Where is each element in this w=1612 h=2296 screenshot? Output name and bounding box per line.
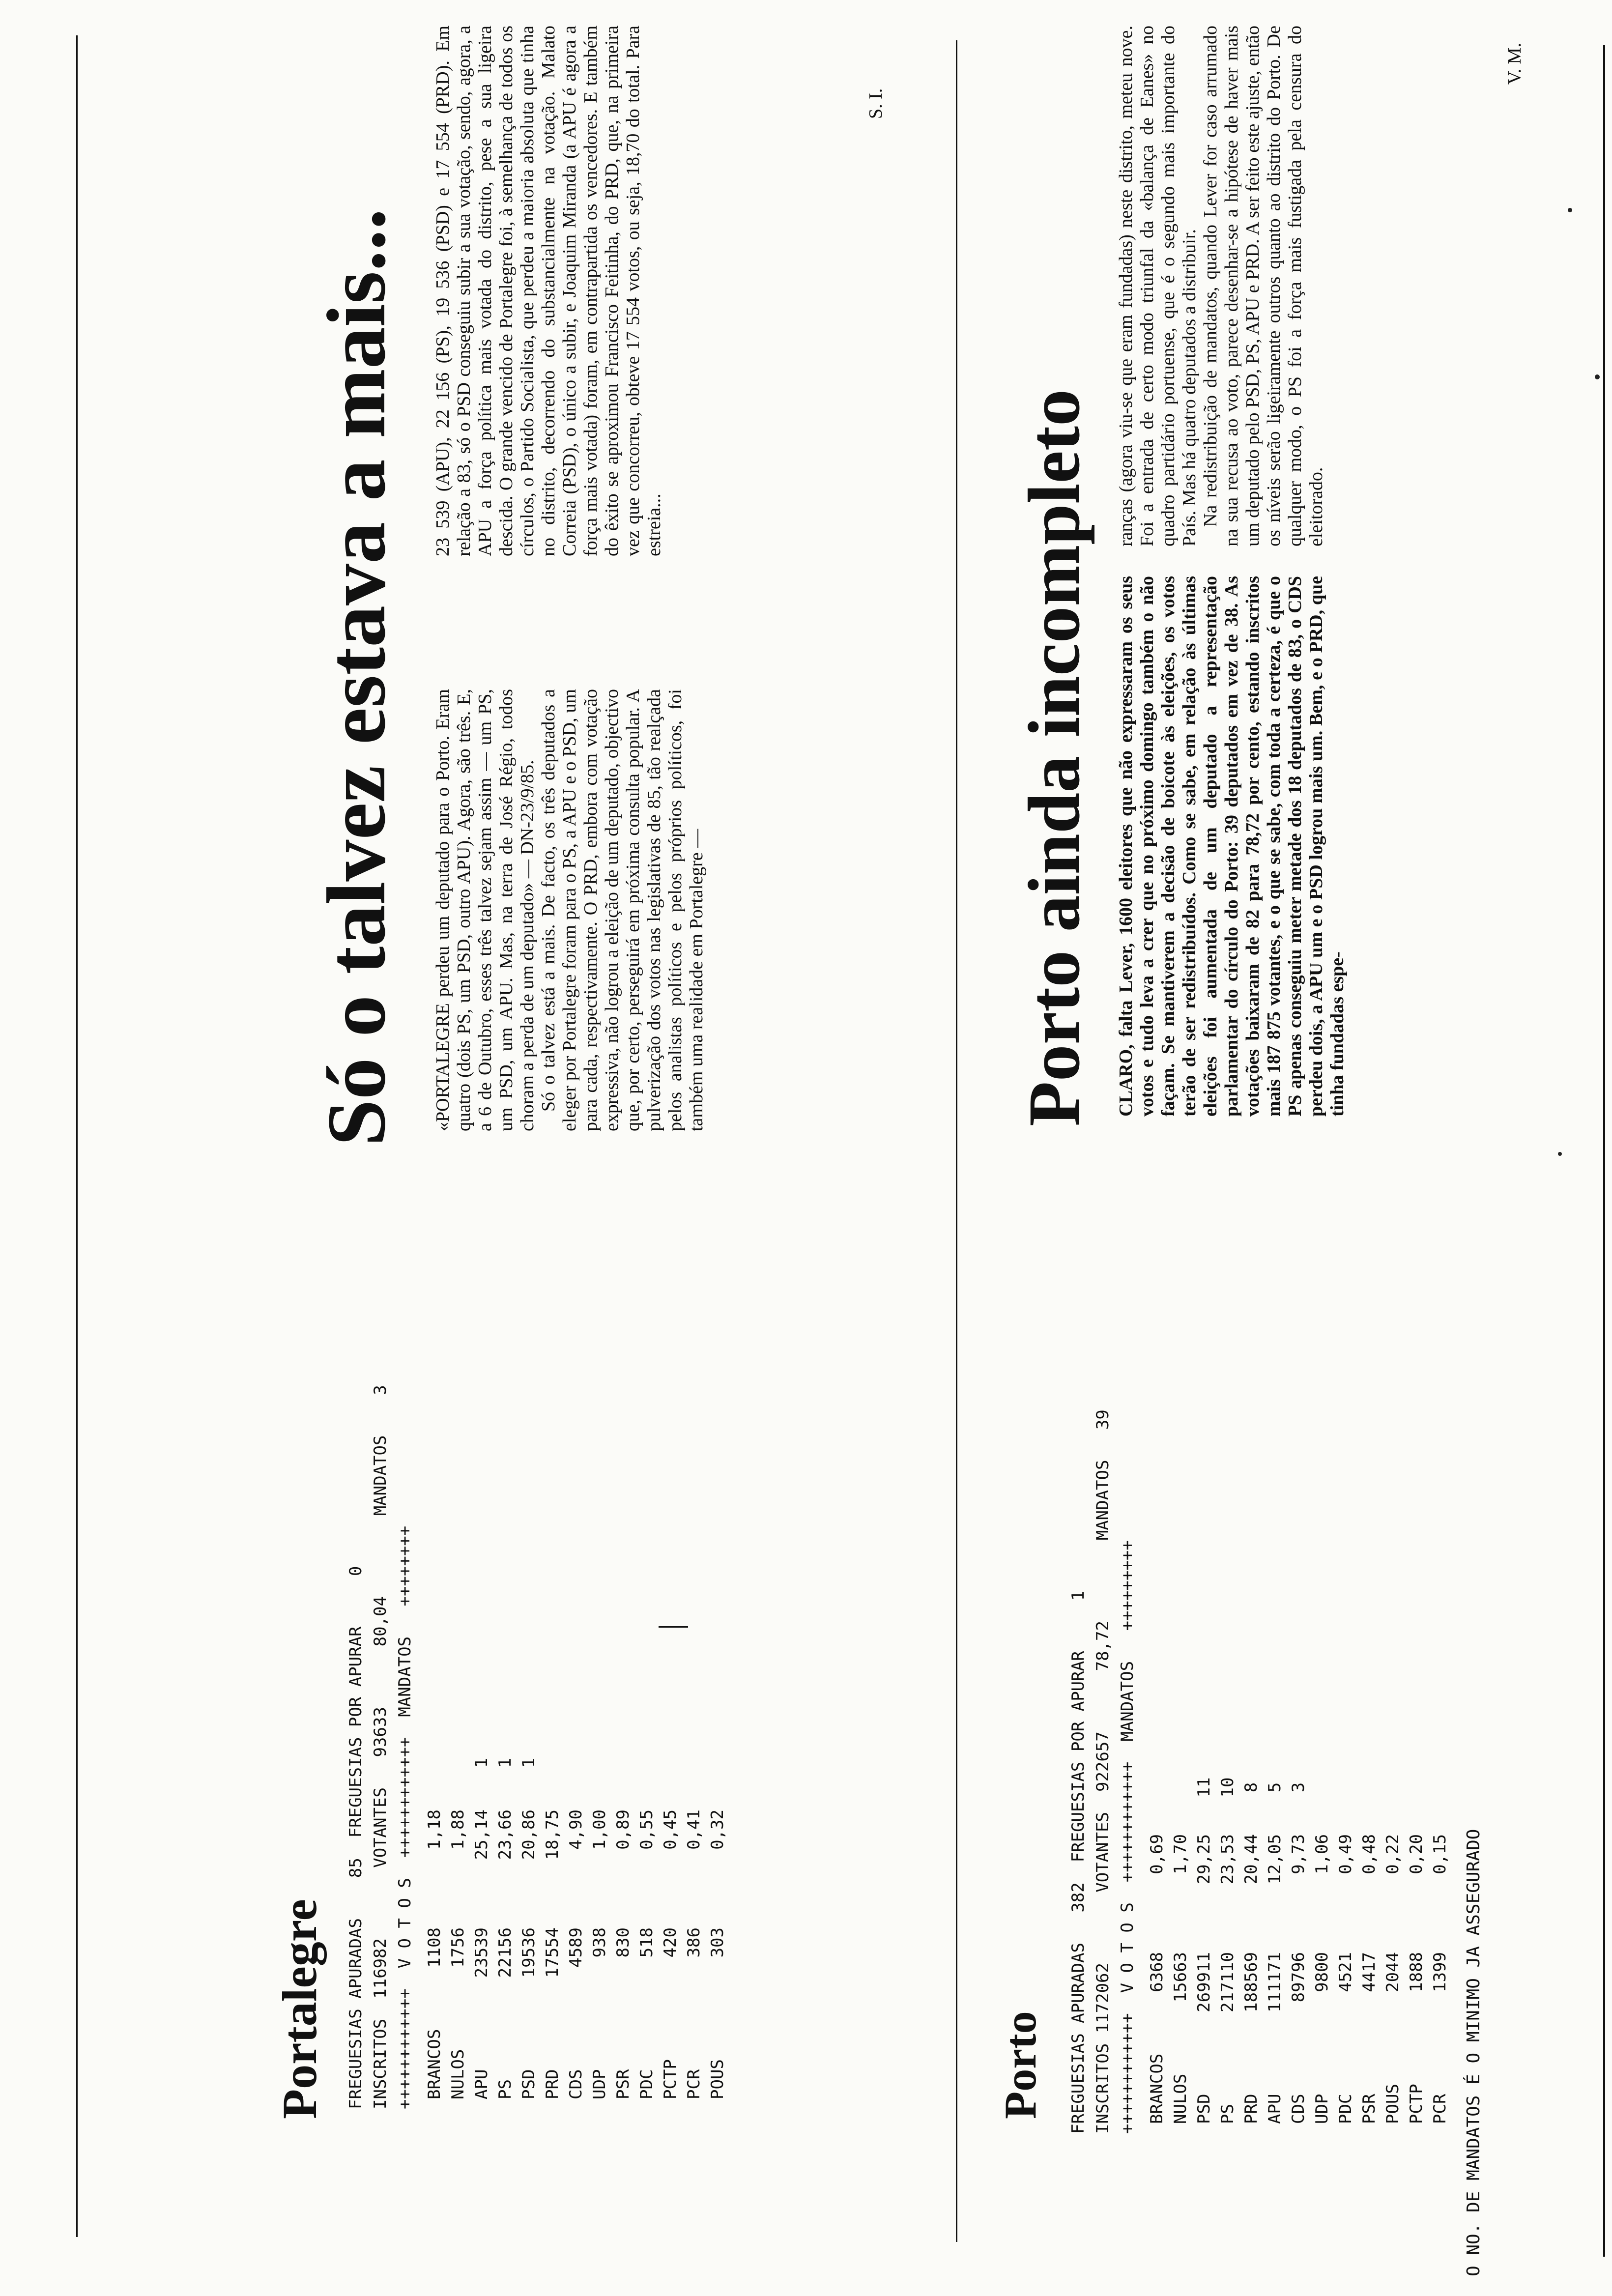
party-cell: PCR xyxy=(684,2069,704,2099)
table-row xyxy=(1192,1741,1216,2144)
table-row xyxy=(1287,1741,1310,2144)
votes-cell: 217110 xyxy=(1218,1952,1238,2012)
percent-cell: 0,49 xyxy=(1336,1834,1355,1874)
votes-cell: 303 xyxy=(708,1927,727,1958)
seats-cell: 11 xyxy=(1194,1777,1214,1798)
table-row xyxy=(682,1716,706,2119)
party-cell: PSD xyxy=(519,2069,539,2099)
seats-cell: 3 xyxy=(1289,1782,1308,1793)
votes-cell: 1756 xyxy=(448,1927,468,1968)
portalegre-header-line1: FREGUESIAS APURADAS 85 FREGUESIAS POR APURAR 0 xyxy=(346,1566,366,2109)
party-cell: PS xyxy=(495,2079,515,2099)
votes-cell: 23539 xyxy=(472,1927,491,1978)
seats-cell xyxy=(1334,1741,1357,1834)
votes-cell: 1888 xyxy=(1407,1952,1426,1992)
votes-cell: 938 xyxy=(590,1927,609,1958)
votes-cell: 2044 xyxy=(1383,1952,1403,1992)
votes-cell: 4589 xyxy=(566,1927,586,1968)
seats-cell xyxy=(423,1716,446,1809)
seats-cell xyxy=(1428,1741,1452,1834)
seats-cell xyxy=(564,1716,588,1809)
table-row xyxy=(1169,1741,1192,2144)
seats-cell xyxy=(1405,1741,1428,1834)
table-row xyxy=(423,1716,446,2119)
percent-cell: 18,75 xyxy=(543,1809,562,1860)
votes-cell: 15663 xyxy=(1171,1952,1190,2003)
party-cell: PDC xyxy=(637,2069,657,2099)
table-row xyxy=(517,1716,541,2119)
portalegre-dash xyxy=(659,1626,688,1628)
rule-bottom xyxy=(1603,45,1605,2257)
seats-cell: 1 xyxy=(472,1757,491,1768)
percent-cell: 20,44 xyxy=(1241,1834,1261,1885)
table-row xyxy=(1145,1741,1169,2144)
seats-cell xyxy=(588,1716,611,1809)
seats-cell: 5 xyxy=(1265,1782,1285,1793)
table-row xyxy=(564,1716,588,2119)
article1-column2 xyxy=(432,26,665,556)
table-row xyxy=(611,1716,635,2119)
seats-cell xyxy=(706,1716,729,1809)
porto-header-line1: FREGUESIAS APURADAS 382 FREGUESIAS POR APURAR 1 xyxy=(1068,1590,1088,2134)
rule-top xyxy=(76,35,78,2237)
table-row xyxy=(493,1716,517,2119)
seats-cell: 10 xyxy=(1218,1777,1238,1798)
party-cell: NULOS xyxy=(1171,2073,1190,2124)
votes-cell: 6368 xyxy=(1147,1952,1167,1992)
seats-cell xyxy=(659,1716,682,1809)
article-paragraph: «PORTALEGRE perdeu um deputado para o Porto. Eram quatro (dois PS, um PSD, outro APU). Agora, são três. E, a 6 de Outubro, esses três talvez sejam assim — um PS, um PSD, um APU. Mas, na terra de José Régio, todos choram a perda de um deputado» — DN-23/9/85. xyxy=(432,689,538,1131)
article2-column1 xyxy=(1116,576,1348,1117)
portalegre-title: Portalegre xyxy=(272,1899,327,2119)
percent-cell: 23,66 xyxy=(495,1809,515,1860)
party-cell: PDC xyxy=(1336,2094,1355,2124)
article2-column2 xyxy=(1116,26,1327,546)
seats-cell: 1 xyxy=(495,1757,515,1768)
party-cell: PRD xyxy=(543,2069,562,2099)
seats-cell: 8 xyxy=(1241,1782,1261,1793)
article1-headline: Só o talvez estava a mais... xyxy=(310,208,403,1146)
party-cell: CDS xyxy=(1289,2094,1308,2124)
votes-cell: 19536 xyxy=(519,1927,539,1978)
votes-cell: 111171 xyxy=(1265,1952,1285,2012)
percent-cell: 12,05 xyxy=(1265,1834,1285,1885)
percent-cell: 25,14 xyxy=(472,1809,491,1860)
party-cell: POUS xyxy=(1383,2084,1403,2124)
seats-cell xyxy=(446,1716,470,1809)
percent-cell: 0,69 xyxy=(1147,1834,1167,1874)
party-cell: PS xyxy=(1218,2104,1238,2124)
table-row xyxy=(1357,1741,1381,2144)
party-cell: UDP xyxy=(590,2069,609,2099)
scan-speck xyxy=(1568,208,1572,212)
votes-cell: 17554 xyxy=(543,1927,562,1978)
table-row xyxy=(635,1716,659,2119)
table-row xyxy=(588,1716,611,2119)
party-cell: BRANCOS xyxy=(1147,2053,1167,2124)
votes-cell: 22156 xyxy=(495,1927,515,1978)
table-row xyxy=(706,1716,729,2119)
party-cell: APU xyxy=(1265,2094,1285,2124)
table-row xyxy=(1239,1741,1263,2144)
table-row xyxy=(1405,1741,1428,2144)
porto-header-line2: INSCRITOS 1172062 VOTANTES 922657 78,72 MANDATOS 39 xyxy=(1093,1409,1113,2134)
votes-cell: 269911 xyxy=(1194,1952,1214,2012)
votes-cell: 89796 xyxy=(1289,1952,1308,2003)
percent-cell: 0,89 xyxy=(613,1809,633,1850)
votes-cell: 518 xyxy=(637,1927,657,1958)
percent-cell: 23,53 xyxy=(1218,1834,1238,1885)
seats-cell xyxy=(541,1716,564,1809)
votes-cell: 4417 xyxy=(1359,1952,1379,1992)
percent-cell: 1,06 xyxy=(1312,1834,1332,1874)
party-cell: PCTP xyxy=(1407,2084,1426,2124)
party-cell: PCTP xyxy=(661,2059,680,2099)
percent-cell: 0,15 xyxy=(1430,1834,1450,1874)
table-row xyxy=(1216,1741,1239,2144)
seats-cell xyxy=(1357,1741,1381,1834)
seats-cell xyxy=(1310,1741,1334,1834)
party-cell: CDS xyxy=(566,2069,586,2099)
party-cell: PSR xyxy=(1359,2094,1379,2124)
votes-cell: 386 xyxy=(684,1927,704,1958)
article-paragraph: ranças (agora viu-se que eram fundadas) neste distrito, meteu nove. Foi a entrada de certo modo triunfal da «balança de Eanes» no quadro partidário portuense, que é o segundo mais importante do País. Mas há quatro deputados a distribuir. xyxy=(1116,26,1200,546)
table-row xyxy=(1310,1741,1334,2144)
percent-cell: 1,00 xyxy=(590,1809,609,1850)
percent-cell: 9,73 xyxy=(1289,1834,1308,1874)
article-paragraph: Só o talvez está a mais. De facto, os três deputados a eleger por Portalegre foram para o PS, a APU e o PSD, um para cada, respectivamente. O PRD, embora com votação expressiva, não logrou a eleição de um deputado, objectivo que, por certo, perseguirá em próxima consulta popular. A pulverização dos votos nas legislativas de 85, tão realçada pelos analistas políticos e pelos próprios políticos, foi também uma realidade em Portalegre — xyxy=(538,689,707,1131)
percent-cell: 1,88 xyxy=(448,1809,468,1850)
table-row xyxy=(541,1716,564,2119)
party-cell: PCR xyxy=(1430,2094,1450,2124)
article1-column1 xyxy=(432,689,707,1131)
scan-speck xyxy=(1595,374,1600,379)
porto-header-line3: ++++++++++++ V O T O S ++++++++++++ MANDATOS +++++++++ xyxy=(1118,1540,1137,2134)
party-cell: PSR xyxy=(613,2069,633,2099)
porto-results-table xyxy=(1145,1741,1452,2144)
table-row xyxy=(659,1716,682,2119)
seats-cell xyxy=(682,1716,706,1809)
percent-cell: 0,48 xyxy=(1359,1834,1379,1874)
portalegre-header-line2: INSCRITOS 116982 VOTANTES 93633 80,04 MANDATOS 3 xyxy=(371,1385,390,2109)
percent-cell: 0,32 xyxy=(708,1809,727,1850)
table-row xyxy=(1334,1741,1357,2144)
percent-cell: 1,70 xyxy=(1171,1834,1190,1874)
seats-cell xyxy=(1169,1741,1192,1834)
table-row xyxy=(1428,1741,1452,2144)
porto-rule xyxy=(956,40,957,2242)
percent-cell: 0,20 xyxy=(1407,1834,1426,1874)
table-row xyxy=(1263,1741,1287,2144)
percent-cell: 1,18 xyxy=(425,1809,444,1850)
party-cell: PRD xyxy=(1241,2094,1261,2124)
percent-cell: 0,55 xyxy=(637,1809,657,1850)
table-row xyxy=(470,1716,493,2119)
table-row xyxy=(1381,1741,1405,2144)
portalegre-results-table xyxy=(423,1716,729,2119)
porto-title: Porto xyxy=(995,2011,1045,2119)
article-paragraph: 23 539 (APU), 22 156 (PS), 19 536 (PSD) e 17 554 (PRD). Em relação a 83, só o PSD conseguiu subir a sua votação, sendo, agora, a APU a força política mais votada do distrito, pese a sua ligeira descida. O grande vencido de Portalegre foi, à semelhança de todos os círculos, o Partido Socialista, que perdeu a maioria absoluta que tinha no distrito, decorrendo do substancialmente na votação. Malato Correia (PSD), o único a subir, e Joaquim Miranda (a APU é agora a força mais votada) foram, em contrapartida os vencedores. E também do êxito se aproximou Francisco Feitinha, do PRD, que, na primeira vez que concorreu, obteve 17 554 votos, ou seja, 18,70 do total. Para estreia... xyxy=(432,26,664,556)
percent-cell: 20,86 xyxy=(519,1809,539,1860)
party-cell: NULOS xyxy=(448,2049,468,2099)
seats-cell xyxy=(1381,1741,1405,1834)
porto-footer-note: O NO. DE MANDATOS É O MINIMO JA ASSEGURADO xyxy=(1464,1829,1484,2276)
seats-cell xyxy=(635,1716,659,1809)
votes-cell: 4521 xyxy=(1336,1952,1355,1992)
party-cell: UDP xyxy=(1312,2094,1332,2124)
article-paragraph: CLARO, falta Lever, 1600 eleitores que não expressaram os seus votos e tudo leva a crer que no próximo domingo também o não façam. Se mantiverem a decisão de boicote às eleições, os votos terão de ser redistribuídos. Como se sabe, em relação às últimas eleições foi aumentada de um deputado a representação parlamentar do círculo do Porto: 39 deputados em vez de 38. As votações baixaram de 82 para 78,72 por cento, estando inscritos mais 187 875 votantes, e o que se sabe, com toda a certeza, é que o PS apenas conseguiu meter metade dos 18 deputados de 83, o CDS perdeu dois, a APU um e o PSD logrou mais um. Bem, e o PRD, que tinha fundadas espe- xyxy=(1116,576,1348,1117)
votes-cell: 9800 xyxy=(1312,1952,1332,1992)
article2-headline: Porto ainda incompleto xyxy=(1013,389,1095,1126)
votes-cell: 188569 xyxy=(1241,1952,1261,2012)
percent-cell: 0,22 xyxy=(1383,1834,1403,1874)
party-cell: PSD xyxy=(1194,2094,1214,2124)
party-cell: POUS xyxy=(708,2059,727,2099)
percent-cell: 4,90 xyxy=(566,1809,586,1850)
percent-cell: 0,45 xyxy=(661,1809,680,1850)
article-paragraph: Na redistribuição de mandatos, quando Lever for caso arrumado na sua recusa ao voto, parece desenhar-se a hipótese de haver mais um deputado pelo PSD, PS, APU e PRD. A ser feito este ajuste, então os níveis serão ligeiramente outros quanto ao distrito do Porto. De qualquer modo, o PS foi a força mais fustigada pela censura do eleitorado. xyxy=(1200,26,1326,546)
table-row xyxy=(446,1716,470,2119)
percent-cell: 0,41 xyxy=(684,1809,704,1850)
percent-cell: 29,25 xyxy=(1194,1834,1214,1885)
portalegre-header-line3: ++++++++++++ V O T O S ++++++++++++ MANDATOS ++++++++ xyxy=(395,1525,415,2109)
article1-signature: S. I. xyxy=(865,88,886,119)
votes-cell: 1399 xyxy=(1430,1952,1450,1992)
scan-speck xyxy=(1558,1152,1562,1156)
votes-cell: 1108 xyxy=(425,1927,444,1968)
party-cell: BRANCOS xyxy=(425,2029,444,2099)
seats-cell xyxy=(611,1716,635,1809)
seats-cell: 1 xyxy=(519,1757,539,1768)
party-cell: APU xyxy=(472,2069,491,2099)
votes-cell: 830 xyxy=(613,1927,633,1958)
seats-cell xyxy=(1145,1741,1169,1834)
article2-signature: V. M. xyxy=(1504,43,1525,85)
votes-cell: 420 xyxy=(661,1927,680,1958)
